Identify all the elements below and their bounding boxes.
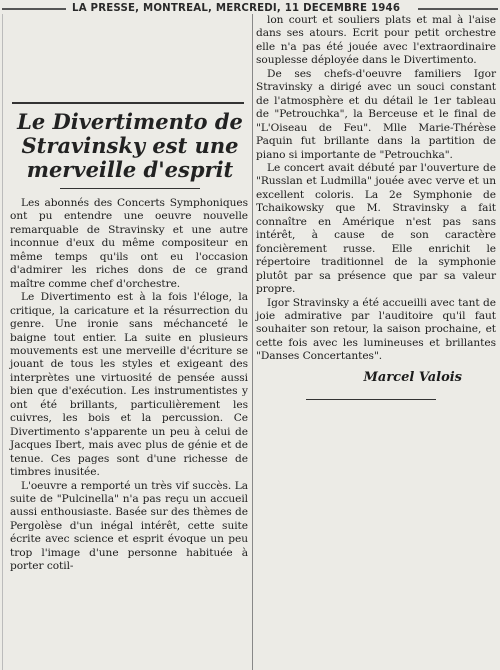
masthead-rule-left — [2, 8, 66, 10]
paragraph-continuation: lon court et souliers plats et mal à l'aise dans ses atours. Ecrit pour petit orchestre elle n'a pas été jouée avec l'extraordinaire souplesse déployée dans le Divertimento. — [256, 14, 496, 67]
signature-rule — [306, 399, 436, 400]
paragraph-pulcinella: L'oeuvre a remporté un très vif succès. La suite de "Pulcinella" n'a pas reçu un accueil aussi enthousiaste. Basée sur des thèmes de Pergolèse d'un inégal intérêt, cette suite écrite avec science et esprit évoque un peu trop l'image d'une personne habituée à porter cotil- — [10, 479, 248, 573]
headline-top-rule — [12, 102, 244, 104]
article-headline: Le Divertimento de Stravinsky est une merveille d'esprit — [17, 109, 243, 182]
paragraph-concert-opening: Le concert avait débuté par l'ouverture de "Russlan et Ludmilla" jouée avec verve et un excellent coloris. La 2e Symphonie de Tchaikowsky que M. Stravinsky a fait connaître en Amérique n'est pas sans intérêt, à cause de son caractère foncièrement russe. Elle enrichit le répertoire traditionnel de la symphonie plutôt par sa présence que par sa valeur propre. — [256, 161, 496, 296]
left-column-body — [10, 197, 248, 574]
right-column-body — [256, 14, 496, 400]
paragraph-closing: Igor Stravinsky a été accueilli avec tant de joie admirative par l'auditoire qu'il faut souhaiter son retour, la saison prochaine, et cette fois avec les lumineuses et brillantes "Danses Concertantes". — [256, 296, 496, 363]
column-divider — [252, 14, 253, 670]
paragraph-masterpieces: De ses chefs-d'oeuvre familiers Igor Stravinsky a dirigé avec un souci constant de l'atmosphère et du détail le 1er tableau de "Petrouchka", la Berceuse et le final de "L'Oiseau de Feu". Mlle Marie-Thérèse Paquin fut brillante dans la partition de piano si importante de "Petrouchka". — [256, 67, 496, 161]
page-edge-rule — [2, 14, 3, 670]
headline-bottom-rule — [60, 188, 200, 189]
paragraph-intro: Les abonnés des Concerts Symphoniques ont pu entendre une oeuvre nouvelle remarquable de Stravinsky et une autre inconnue d'eux du même compositeur en même temps qu'ils ont eu l'occasion d'admirer les riches dons de ce grand maître comme chef d'orchestre. — [10, 197, 248, 290]
masthead-text: LA PRESSE, MONTREAL, MERCREDI, 11 DECEMBRE 1946 — [72, 3, 401, 14]
masthead-rule-right — [418, 8, 498, 10]
author-signature: Marcel Valois — [363, 369, 462, 385]
paragraph-divertimento: Le Divertimento est à la fois l'éloge, la critique, la caricature et la résurrection du genre. Une ironie sans méchanceté le baigne tout entier. La suite en plusieurs mouvements est une merveille d'écriture se jouant de tous les styles et exigeant des interprètes une virtuosité de pensée aussi bien que d'exécution. Les instrumentistes y ont été brillants, particulièrement les cuivres, les bois et la percussion. Ce Divertimento s'apparente un peu à celui de Jacques Ibert, mais avec plus de génie et de tenue. Ces pages sont d'une richesse de timbres inusitée. — [10, 291, 248, 479]
